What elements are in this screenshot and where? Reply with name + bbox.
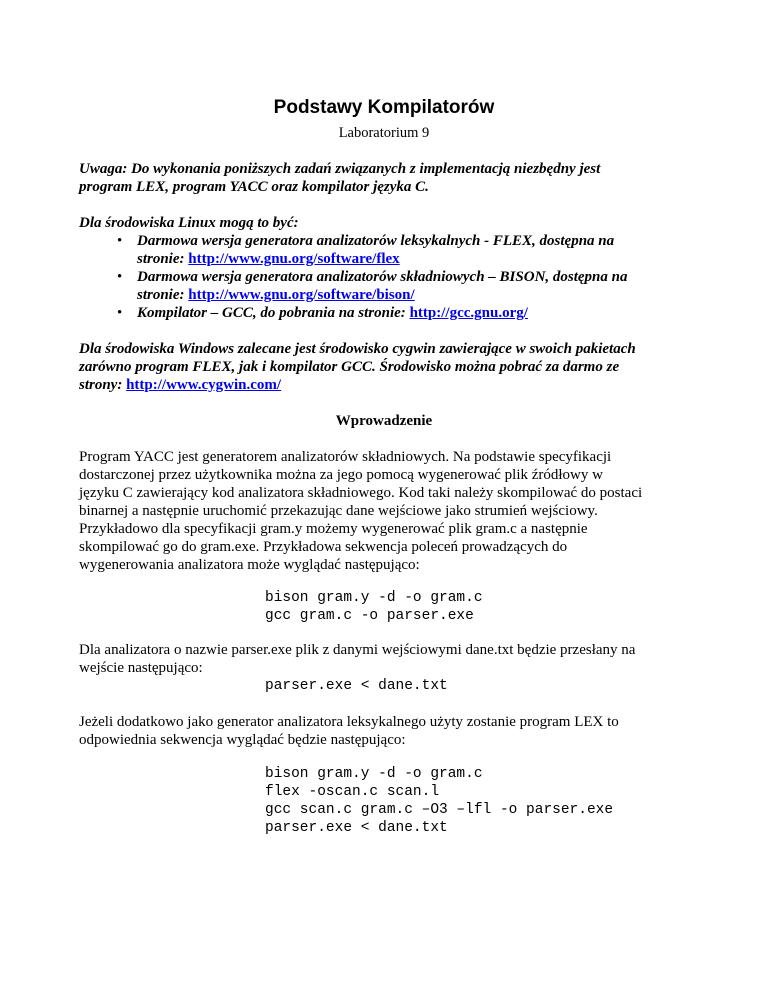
intro-line-4: binarnej a następnie uruchomić przekazując dane wejściowe jako strumień wejściowy.	[79, 503, 598, 519]
page-title: Podstawy Kompilatorów	[273, 97, 495, 118]
para2-line-2: wejście następująco:	[79, 660, 203, 676]
intro-line-2: dostarczonej przez użytkownika można za jego pomocą wygenerować plik źródłowy w	[79, 467, 603, 483]
linux-item-1-line-1: Darmowa wersja generatora analizatorów leksykalnych - FLEX, dostępna na	[137, 233, 615, 249]
linux-item-1-line-2	[137, 250, 727, 268]
linux-item-2-prefix: stronie:	[137, 287, 189, 303]
bullet-icon: •	[117, 305, 123, 321]
bullet-icon: •	[117, 233, 123, 249]
para3-line-2: odpowiednia sekwencja wyglądać będzie następująco:	[79, 732, 406, 748]
intro-line-5: Przykładowo dla specyfikacji gram.y możemy wygenerować plik gram.c a następnie	[79, 521, 588, 537]
intro-line-6: skompilować go do gram.exe. Przykładowa sekwencja poleceń prowadzących do	[79, 539, 568, 555]
linux-item-3-line-1	[137, 304, 727, 322]
flex-link[interactable]: http://www.gnu.org/software/flex	[188, 251, 400, 267]
cygwin-link[interactable]: http://www.cygwin.com/	[126, 377, 282, 393]
linux-item-2-line-2	[137, 286, 727, 304]
intro-line-7: wygenerowania analizatora może wyglądać następująco:	[79, 557, 420, 573]
para3-line-1: Jeżeli dodatkowo jako generator analizatora leksykalnego użyty zostanie program LEX to	[79, 714, 619, 730]
linux-item-3-prefix: Kompilator – GCC, do pobrania na stronie:	[137, 305, 410, 321]
linux-item-1-prefix: stronie:	[137, 251, 189, 267]
linux-item-2-line-1: Darmowa wersja generatora analizatorów składniowych – BISON, dostępna na	[137, 269, 628, 285]
windows-line-2: zarówno program FLEX, jak i kompilator GCC. Środowisko można pobrać za darmo ze	[79, 359, 620, 375]
bullet-icon: •	[117, 269, 123, 285]
section-heading: Wprowadzenie	[335, 413, 433, 429]
bison-link[interactable]: http://www.gnu.org/software/bison/	[188, 287, 415, 303]
code-line: bison gram.y -d -o gram.c	[265, 590, 483, 606]
code-line: gcc gram.c -o parser.exe	[265, 608, 474, 624]
page-subtitle: Laboratorium 9	[338, 125, 430, 141]
intro-line-3: języku C zawierający kod analizatora składniowego. Kod taki należy skompilować do postaci	[79, 485, 643, 501]
code-line: bison gram.y -d -o gram.c	[265, 766, 483, 782]
gcc-link[interactable]: http://gcc.gnu.org/	[409, 305, 528, 321]
linux-intro: Dla środowiska Linux mogą to być:	[79, 215, 299, 231]
windows-line-3	[79, 376, 719, 394]
windows-prefix: strony:	[79, 377, 127, 393]
intro-line-1: Program YACC jest generatorem analizatorów składniowych. Na podstawie specyfikacji	[79, 449, 612, 465]
code-line: parser.exe < dane.txt	[265, 678, 448, 694]
code-line: flex -oscan.c scan.l	[265, 784, 440, 800]
para2-line-1: Dla analizatora o nazwie parser.exe plik z danymi wejściowymi dane.txt będzie przesłany na	[79, 642, 636, 658]
note-line-1: Uwaga: Do wykonania poniższych zadań związanych z implementacją niezbędny jest	[79, 161, 601, 177]
code-line: gcc scan.c gram.c –O3 –lfl -o parser.exe	[265, 802, 614, 818]
note-line-2: program LEX, program YACC oraz kompilator języka C.	[79, 179, 429, 195]
code-line: parser.exe < dane.txt	[265, 820, 448, 836]
windows-line-1: Dla środowiska Windows zalecane jest środowisko cygwin zawierające w swoich pakietach	[79, 341, 636, 357]
